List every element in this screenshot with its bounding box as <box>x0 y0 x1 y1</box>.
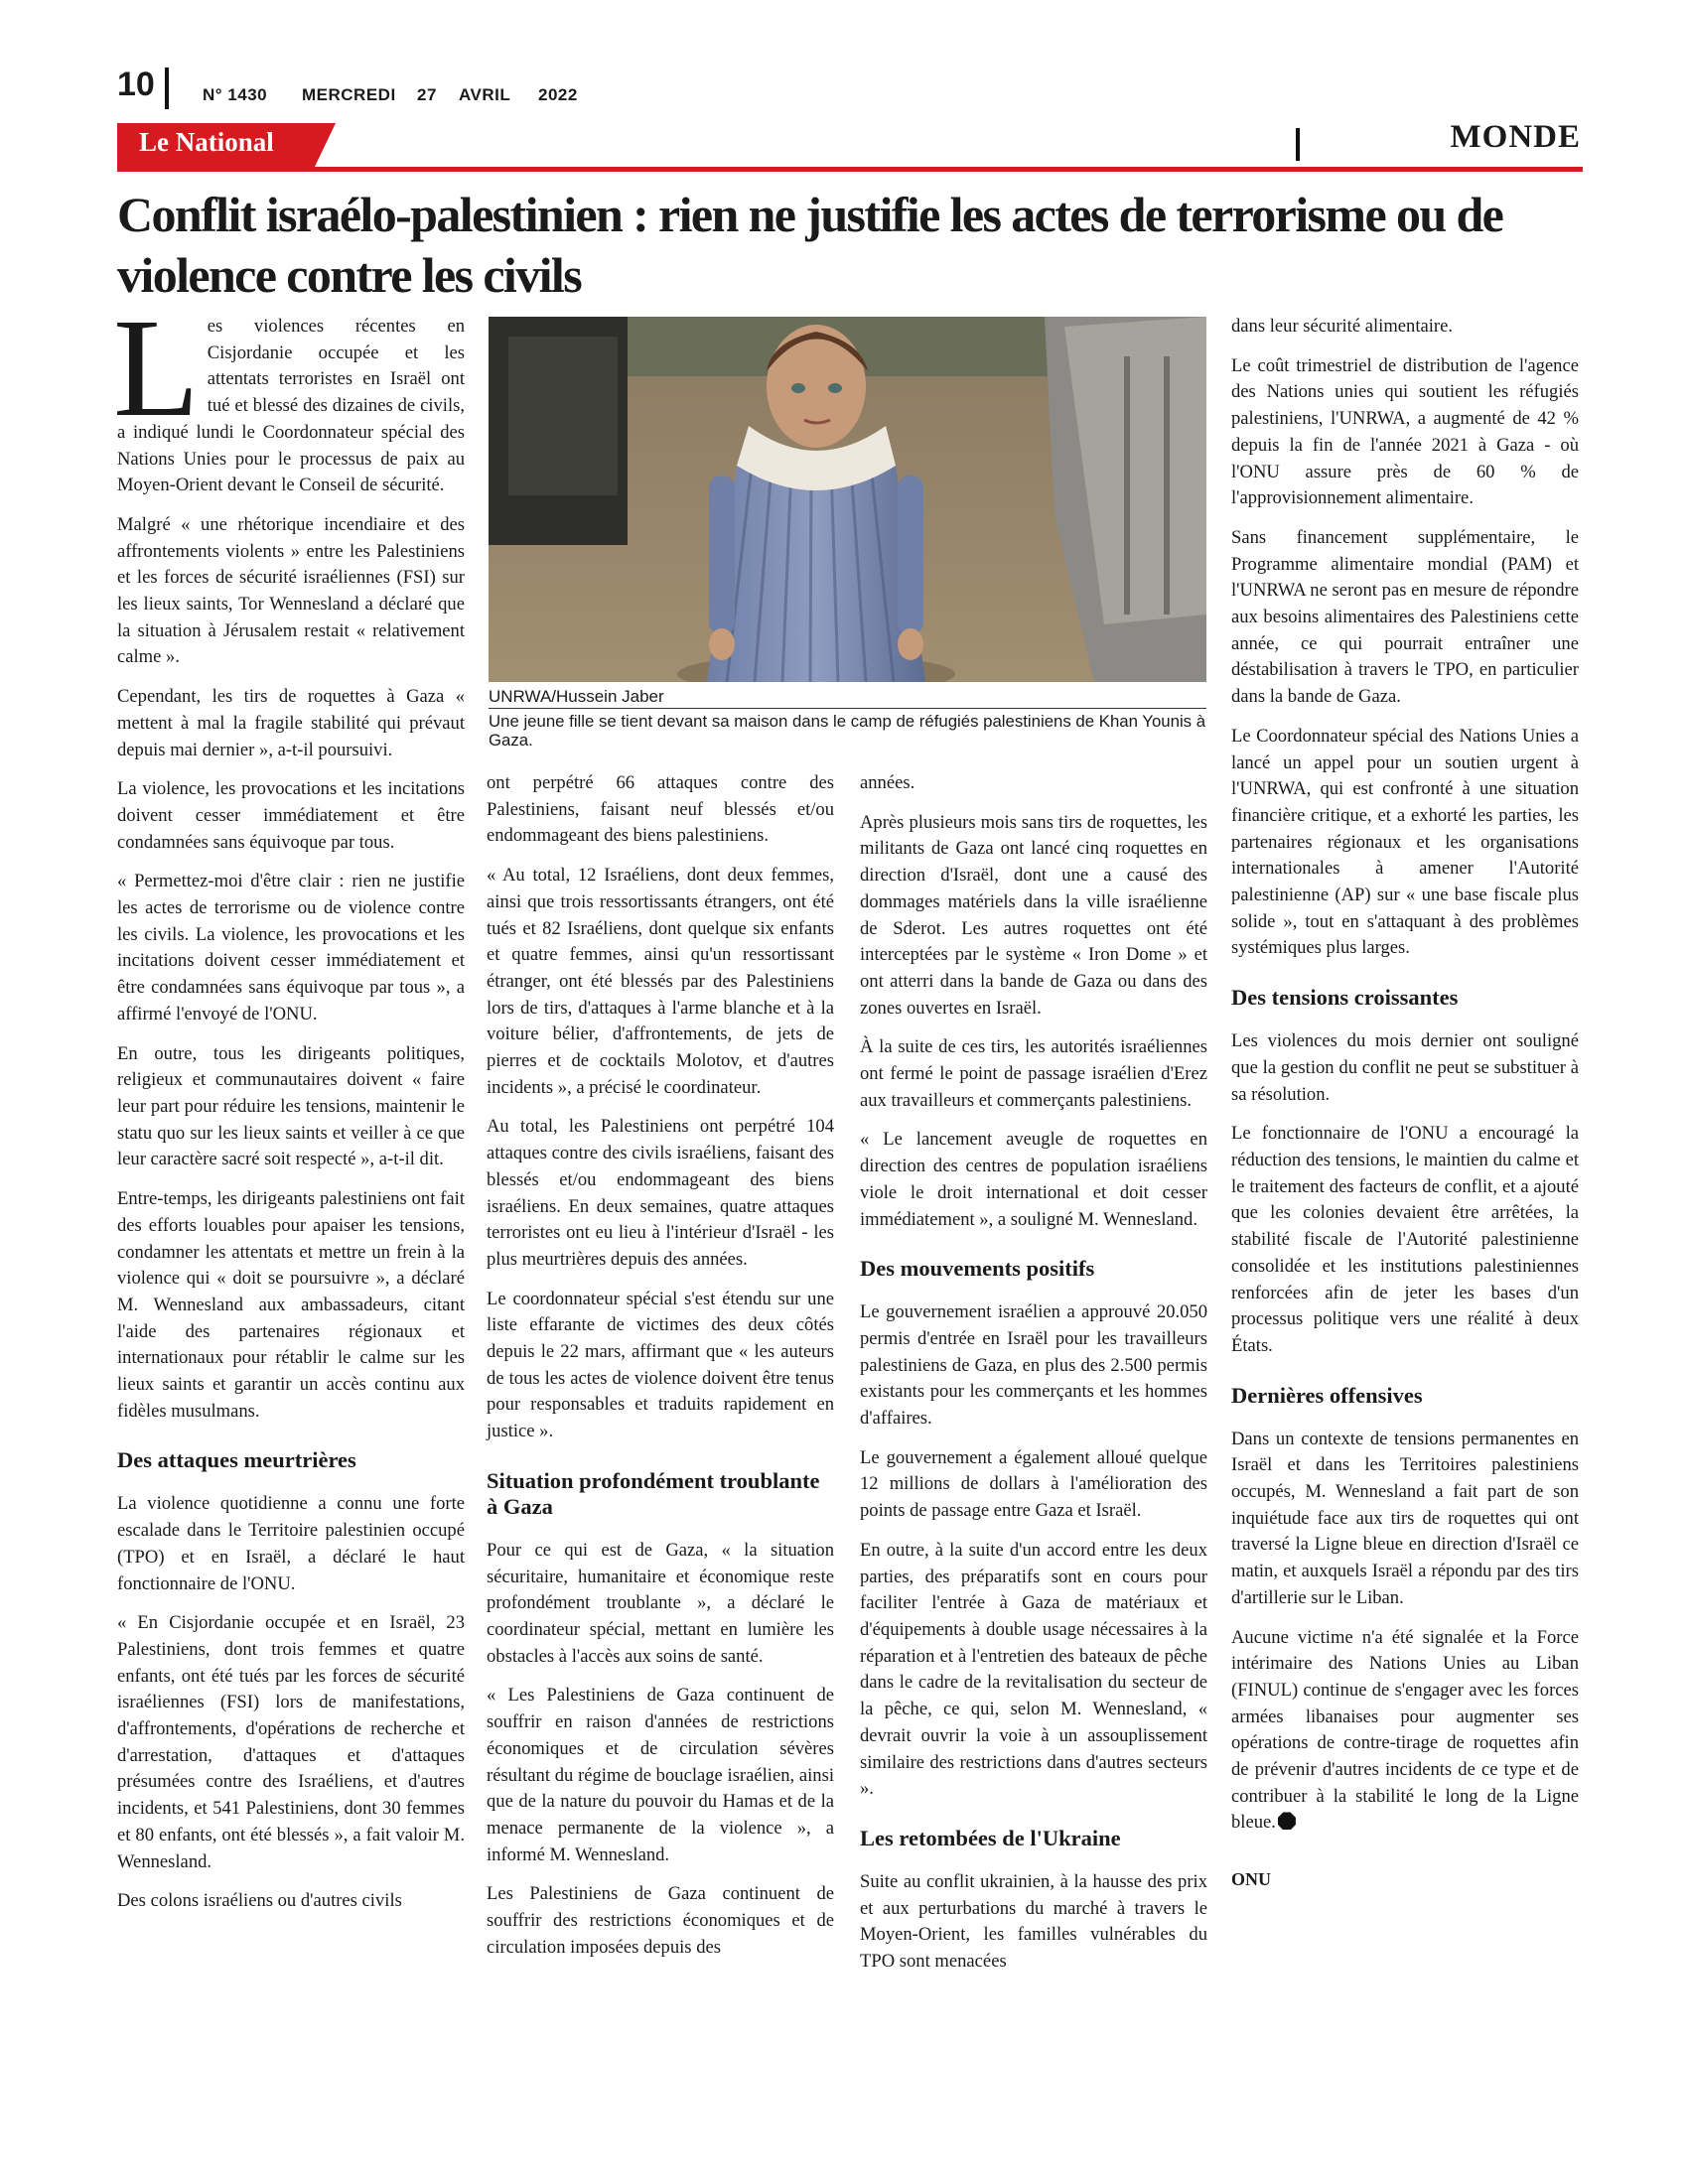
article-column-1 <box>113 289 465 1928</box>
subheading-tensions: Des tensions croissantes <box>1231 985 1459 1011</box>
article-paragraph: Le gouvernement israélien a approuvé 20.050 permis d'entrée en Israël pour les travailleurs palestiniens de Gaza, en plus des 2.500 permis existants pour les commerçants et les hommes d'affaires. <box>860 1301 1207 1430</box>
subheading-ukraine: Les retombées de l'Ukraine <box>860 1825 1121 1850</box>
photo-credit: UNRWA/Hussein Jaber <box>489 687 664 706</box>
article-paragraph: « Permettez-moi d'être clair : rien ne justifie les actes de terrorisme ou de violence contre les civils. La violence, les provocations et les incitations doivent cesser immédiatement et être condamnées sans équivoque par tous », a affirmé l'envoyé de l'ONU. <box>117 871 465 1024</box>
article-paragraph: Le gouvernement a également alloué quelque 12 millions de dollars à l'amélioration des points de passage entre Gaza et Israël. <box>860 1446 1207 1522</box>
article-column-4 <box>1231 314 1579 1906</box>
issue-year: 2022 <box>538 85 578 104</box>
issue-number: N° 1430 <box>203 85 268 104</box>
article-photo <box>489 317 1206 682</box>
issue-date-day: 27 <box>417 85 437 104</box>
article-paragraph: En outre, tous les dirigeants politiques, religieux et communautaires doivent « faire leur part pour réduire les tensions, maintenir le statu quo sur les lieux saints et veiller à ce que leur caractère sacré soit respecté », a-t-il dit. <box>117 1042 465 1170</box>
article-paragraph: Les Palestiniens de Gaza continuent de souffrir des restrictions économiques et de circulation imposées depuis des <box>487 1883 834 1958</box>
issue-month: AVRIL <box>459 85 511 104</box>
article-paragraph: Suite au conflit ukrainien, à la hausse des prix et aux perturbations du marché à travers le Moyen-Orient, les familles vulnérables du TPO sont menacées <box>860 1870 1207 1973</box>
article-paragraph: Le fonctionnaire de l'ONU a encouragé la réduction des tensions, le maintien du calme et le traitement des facteurs de conflit, et a ajouté que les colonies devaient être arrêtées, la stabilité fiscale de l'Autorité palestinienne consolidée et les institutions palestiniennes renforcées afin de jeter les bases d'un processus politique vers une réalité à deux États. <box>1231 1123 1579 1356</box>
article-paragraph: dans leur sécurité alimentaire. <box>1231 316 1454 337</box>
end-of-article-icon <box>1278 1812 1296 1830</box>
article-paragraph: À la suite de ces tirs, les autorités israéliennes ont fermé le point de passage israélien d'Erez aux travailleurs et commerçants palestiniens. <box>860 1036 1207 1111</box>
article-paragraph: ont perpétré 66 attaques contre des Palestiniens, faisant neuf blessés et/ou endommageant des biens palestiniens. <box>487 772 834 847</box>
article-paragraph: Le Coordonnateur spécial des Nations Unies a lancé un appel pour un soutien urgent à l'UNRWA, qui est confronté à une situation financière critique, et a exhorté les parties, les partenaires régionaux et les organisations internationales à amener l'Autorité palestinienne (AP) sur « une base fiscale plus solide », tout en s'attaquant à des problèmes systémiques plus larges. <box>1231 725 1579 959</box>
subheading-attaques: Des attaques meurtrières <box>117 1447 356 1473</box>
article-column-2 <box>487 770 834 1974</box>
article-paragraph: « Les Palestiniens de Gaza continuent de souffrir en raison d'années de restrictions économiques et de circulation sévères résultant du régime de bouclage israélien, ainsi que de la nature du pouvoir du Hamas et de la menace permanente de la violence », a informé M. Wennesland. <box>487 1685 834 1865</box>
article-title: Conflit israélo-palestinien : rien ne justifie les actes de terrorisme ou de violence contre les civils <box>117 187 1503 303</box>
page-number: 10 <box>117 66 155 103</box>
article-paragraph: Au total, les Palestiniens ont perpétré 104 attaques contre des civils israéliens, faisant des blessés et/ou endommageant des biens israéliens. En deux semaines, quatre attaques terroristes ont eu lieu à l'intérieur d'Israël - les plus meurtrières depuis des années. <box>487 1116 834 1270</box>
article-paragraph: Le coût trimestriel de distribution de l'agence des Nations unies qui soutient les réfugiés palestiniens, l'UNRWA, a augmenté de 42 % depuis la fin de l'année 2021 à Gaza - où l'ONU assure près de 60 % de l'approvisionnement alimentaire. <box>1231 354 1579 509</box>
photo-caption: Une jeune fille se tient devant sa maison dans le camp de réfugiés palestiniens de Khan Younis à Gaza. <box>489 712 1206 750</box>
subheading-gaza: Situation profondément troublante à Gaza <box>487 1467 820 1519</box>
article-paragraph: Aucune victime n'a été signalée et la Force intérimaire des Nations Unies au Liban (FINUL) continue de s'engager avec les forces armées libanaises pour augmenter ses opérations de contre-tirage de roquettes afin de prévenir d'autres incidents de ce type et de contribuer à la stabilité le long de la Ligne bleue. <box>1231 1626 1579 1834</box>
article-paragraph: En outre, à la suite d'un accord entre les deux parties, des préparatifs sont en cours pour faciliter l'entrée à Gaza de matériaux et d'équipements à double usage nécessaires à la réparation et à l'entretien des bateaux de pêche dans le cadre de la revitalisation du secteur de la pêche, ce qui, selon M. Wennesland, « devrait ouvrir la voie à un assouplissement similaire des restrictions dans d'autres secteurs ». <box>860 1539 1207 1800</box>
article-paragraph: « Le lancement aveugle de roquettes en direction des centres de population israéliens viole le droit international et doit cesser immédiatement », a souligné M. Wennesland. <box>860 1129 1207 1230</box>
brand-name: Le National <box>139 127 274 157</box>
section-title: MONDE <box>1450 119 1581 155</box>
section-divider <box>1296 128 1300 161</box>
article-paragraph: Sans financement supplémentaire, le Programme alimentaire mondial (PAM) et l'UNRWA ne seront pas en mesure de répondre aux besoins alimentaires des Palestiniens cette année, ce qui pourrait entraîner une déstabilisation à travers le TPO, en particulier dans la bande de Gaza. <box>1231 526 1579 708</box>
article-paragraph: Pour ce qui est de Gaza, « la situation sécuritaire, humanitaire et économique reste profondément troublante », a déclaré le coordinateur spécial, mettant en lumière les obstacles à l'accès aux soins de santé. <box>487 1539 834 1667</box>
article-paragraph: Les violences du mois dernier ont souligné que la gestion du conflit ne peut se substituer à sa résolution. <box>1231 1030 1579 1105</box>
article-paragraph: Entre-temps, les dirigeants palestiniens ont fait des efforts louables pour apaiser les tensions, condamner les attentats et mettre un frein à la violence qui « doit se poursuivre », a déclaré M. Wennesland aux ambassadeurs, citant l'aide des partenaires régionaux et internationaux pour rétablir le calme sur les lieux saints et garantir un accès continu aux fidèles musulmans. <box>117 1188 465 1422</box>
subheading-mouvements: Des mouvements positifs <box>860 1256 1095 1282</box>
article-paragraph: Cependant, les tirs de roquettes à Gaza « mettent à mal la fragile stabilité qui prévaut depuis mai dernier », a-t-il poursuivi. <box>117 686 465 760</box>
issue-day: MERCREDI <box>302 85 396 104</box>
article-paragraph: La violence quotidienne a connu une forte escalade dans le Territoire palestinien occupé (TPO) et en Israël, a déclaré le haut fonctionnaire de l'ONU. <box>117 1493 465 1594</box>
article-paragraph: « En Cisjordanie occupée et en Israël, 23 Palestiniens, dont trois femmes et quatre enfants, ont été tués par les forces de sécurité israéliennes (FSI) lors de manifestations, d'affrontements, d'opérations de recherche et d'arrestation, d'attaques et d'attaques présumées contre des Israéliens, et d'autres incidents, et 541 Palestiniens, dont 30 femmes et 80 enfants, ont été blessés », a fait valoir M. Wennesland. <box>117 1612 465 1872</box>
article-paragraph: années. <box>860 772 915 793</box>
article-paragraph: Des colons israéliens ou d'autres civils <box>117 1890 402 1912</box>
article-paragraph: Malgré « une rhétorique incendiaire et des affrontements violents » entre les Palestiniens et les forces de sécurité israéliennes (FSI) sur les lieux saints, Tor Wennesland a déclaré que la situation à Jérusalem restait « relativement calme ». <box>117 513 465 668</box>
article-paragraph: Le coordonnateur spécial s'est étendu sur une liste effarante de victimes des deux côtés depuis le 22 mars, affirmant que « les auteurs de tous les actes de violence doivent être tenus pour responsables et traduits rapidement en justice ». <box>487 1288 834 1442</box>
header-rule <box>117 167 1583 172</box>
article-signature: ONU <box>1231 1869 1271 1890</box>
article-paragraph: La violence, les provocations et les incitations doivent cesser immédiatement et être condamnées sans équivoque par tous. <box>117 778 465 853</box>
article-paragraph: « Au total, 12 Israéliens, dont deux femmes, ainsi que trois ressortissants étrangers, ont été tués et 82 Israéliens, dont quelque six enfants et quatre femmes, ainsi qu'un ressortissant étranger, ont été blessés par des Palestiniens lors de tirs, d'attaques à l'arme blanche et à la voiture bélier, d'affrontements, de jets de pierres et de cocktails Molotov, et d'autres incidents », a précisé le coordinateur. <box>487 865 834 1098</box>
drop-cap: L <box>113 289 200 446</box>
page-number-divider <box>165 68 169 109</box>
article-paragraph: Après plusieurs mois sans tirs de roquettes, les militants de Gaza ont lancé cinq roquettes en direction d'Israël, dont une a causé des dommages matériels dans la ville israélienne de Sderot. Les autres roquettes ont été interceptées par le système « Iron Dome » et ont atterri dans la bande de Gaza ou dans des zones ouvertes en Israël. <box>860 811 1207 1019</box>
caption-rule <box>489 708 1206 709</box>
article-paragraph: Les violences récentes en Cisjordanie occupée et les attentats terroristes en Israël ont tué et blessé des dizaines de civils, a indiqué lundi le Coordonnateur spécial des Nations Unies pour le processus de paix au Moyen-Orient devant le Conseil de sécurité. <box>113 289 465 496</box>
article-column-3 <box>860 770 1207 1988</box>
subheading-offensives: Dernières offensives <box>1231 1382 1423 1408</box>
photo-girl-illustration <box>489 317 1206 682</box>
article-paragraph: Dans un contexte de tensions permanentes en Israël et dans les Territoires palestiniens occupés, M. Wennesland a fait part de son inquiétude face aux tirs de roquettes qui ont traversé la Ligne bleue en direction d'Israël ce matin, et auxquels Israël a répondu par des tirs d'artillerie sur le Liban. <box>1231 1428 1579 1608</box>
